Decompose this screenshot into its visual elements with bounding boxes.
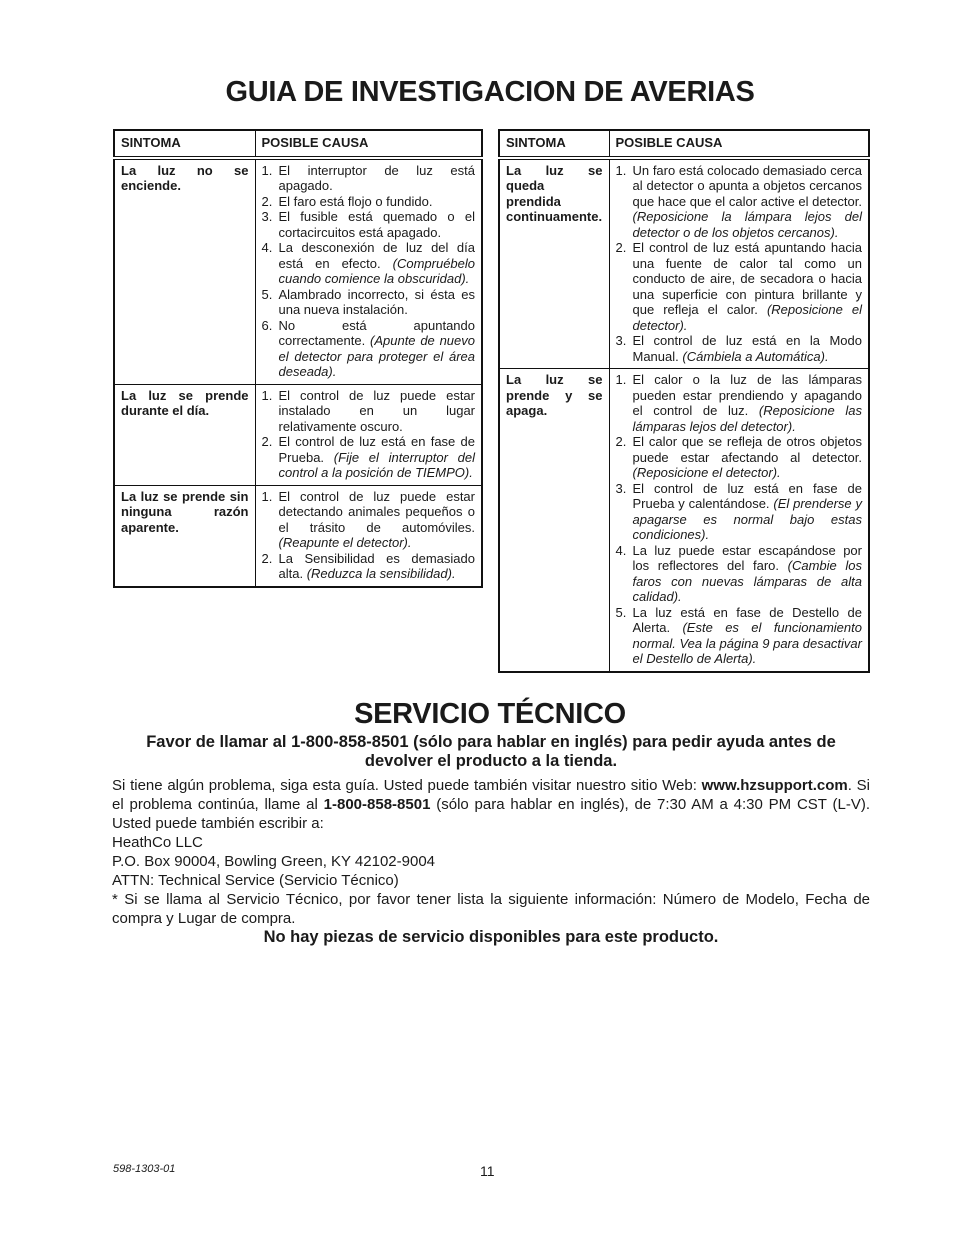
cause-item <box>616 163 863 241</box>
cause-text: La desconexión de luz del día está en efecto. <box>278 240 475 271</box>
cause-item <box>616 434 863 481</box>
cause-text: El faro está flojo o fundido. <box>278 193 433 209</box>
service-text: Si tiene algún problema, siga esta guía. Usted puede también visitar nuestro sitio Web: <box>112 777 702 794</box>
service-lead: Favor de llamar al 1-800-858-8501 (sólo para hablar en inglés) para pedir ayuda antes de devolver el producto a la tienda. <box>146 733 836 770</box>
cause-item <box>616 605 863 667</box>
cause-text: No está apuntando correctamente. <box>278 317 475 348</box>
troubleshooting-table-right <box>498 129 870 673</box>
table-row <box>114 485 482 587</box>
document-number: 598-1303-01 <box>113 1163 176 1175</box>
table-row <box>499 158 869 369</box>
table-row <box>114 158 482 385</box>
cause-remedy: (El prenderse y apagarse es normal bajo estas condiciones). <box>632 496 862 542</box>
cause-text: El interruptor de luz está apagado. <box>278 162 475 193</box>
cause-text: La luz está en fase de Destello de Alerta. <box>632 604 862 635</box>
service-paragraph <box>112 776 870 833</box>
symptom-cell: La luz se queda prendida continuamente. <box>506 162 603 224</box>
service-text: (sólo para hablar en inglés), de 7:30 AM a 4:30 PM CST (L-V). Usted puede también escribir a: <box>112 796 871 832</box>
page-title: GUIA DE INVESTIGACION DE AVERIAS <box>225 76 755 108</box>
symptom-header: SINTOMA <box>114 130 255 158</box>
symptom-cell: La luz se prende durante el día. <box>114 384 255 485</box>
cause-number: 5. <box>261 286 273 302</box>
cause-number: 3. <box>261 209 273 224</box>
cause-item <box>262 434 476 481</box>
cause-remedy: (Reduzca la sensibilidad). <box>306 566 456 581</box>
cause-item <box>262 388 476 435</box>
cause-text: El control de luz puede estar detectando animales pequeños o el trásito de automóviles. <box>278 488 475 535</box>
cause-header: POSIBLE CAUSA <box>609 130 869 158</box>
cause-remedy: (Cambie los faros con nuevas lámparas de alta calidad). <box>632 558 862 604</box>
cause-remedy: (Reposicione la lámpara lejos del detector o de los objetos cercanos). <box>632 209 862 240</box>
cause-number: 3. <box>615 480 627 496</box>
cause-remedy: (Reapunte el detector). <box>278 535 412 550</box>
symptom-header: SINTOMA <box>499 130 609 158</box>
cause-item <box>262 318 476 380</box>
cause-number: 1. <box>261 488 273 504</box>
cause-text: El fusible está quemado o el cortacircuitos está apagado. <box>278 209 475 240</box>
cause-list <box>616 372 863 667</box>
cause-number: 1. <box>615 162 627 178</box>
cause-item <box>262 489 476 551</box>
address-line: ATTN: Technical Service (Servicio Técnico) <box>112 872 399 889</box>
cause-remedy: (Compruébelo cuando comience la obscuridad). <box>278 255 475 286</box>
cause-list <box>262 163 476 380</box>
symptom-cell: La luz no se enciende. <box>121 162 249 193</box>
cause-number: 5. <box>615 604 627 620</box>
cause-list <box>616 163 863 365</box>
cause-item <box>616 372 863 434</box>
cause-number: 2. <box>615 434 627 449</box>
cause-remedy: (Reposicione el detector). <box>632 465 781 480</box>
cause-item <box>616 333 863 364</box>
cause-item <box>262 287 476 318</box>
cause-text: El calor que se refleja de otros objetos puede estar afectando al detector. <box>632 434 862 465</box>
cause-text: El control de luz está en fase de Prueba y calentándose. <box>632 480 862 511</box>
phone-number: 1-800-858-8501 <box>323 796 431 813</box>
cause-text: El control de luz está apuntando hacia una fuente de calor tal como un conducto de aire, de secadora o hacia una superficie con pintura brillante y que refleja el calor. <box>632 240 862 317</box>
address-line: P.O. Box 90004, Bowling Green, KY 42102-9004 <box>112 853 436 870</box>
cause-cell <box>255 485 482 587</box>
address-line: HeathCo LLC <box>112 834 203 851</box>
cause-item <box>262 163 476 194</box>
page-number: 11 <box>480 1163 495 1179</box>
cause-text: La Sensibilidad es demasiado alta. <box>278 550 475 581</box>
cause-cell <box>255 384 482 485</box>
cause-item <box>616 543 863 605</box>
cause-cell <box>609 369 869 672</box>
cause-number: 3. <box>615 333 627 348</box>
cause-text: El control de luz puede estar instalado en un lugar relativamente oscuro. <box>278 387 475 434</box>
service-text: . <box>847 777 852 794</box>
cause-text: El calor o la luz de las lámparas pueden estar prendiendo y apagando el control de luz. <box>632 372 862 418</box>
info-note: * Si se llama al Servicio Técnico, por favor tener lista la siguiente información: Número de Modelo, Fecha de compra y Lugar de compra. <box>112 891 870 927</box>
cause-item <box>262 209 476 240</box>
symptom-cell: La luz se prende sin ninguna razón aparente. <box>114 485 255 587</box>
cause-item <box>616 481 863 543</box>
service-title: SERVICIO TÉCNICO <box>354 698 626 730</box>
symptom-cell: La luz se prende y se apaga. <box>499 369 609 672</box>
cause-number: 1. <box>261 162 273 178</box>
cause-number: 2. <box>615 240 627 255</box>
cause-text: El control de luz está en la Modo Manual. <box>632 333 862 364</box>
cause-number: 2. <box>261 193 273 209</box>
cause-list <box>262 489 476 582</box>
cause-number: 1. <box>261 387 273 403</box>
cause-number: 2. <box>261 550 273 566</box>
service-body <box>112 776 870 928</box>
cause-remedy: (Este es el funcionamiento normal. Vea la página 9 para desactivar el Destello de Alerta). <box>632 620 862 666</box>
cause-number: 4. <box>615 542 627 558</box>
cause-number: 2. <box>261 434 273 449</box>
cause-remedy: (Fije el interruptor del control a la posición de TIEMPO). <box>278 449 475 480</box>
cause-remedy: (Apunte de nuevo el detector para proteger el área deseada). <box>278 333 475 379</box>
cause-cell <box>255 158 482 385</box>
cause-number: 6. <box>261 317 273 333</box>
cause-header: POSIBLE CAUSA <box>255 130 482 158</box>
cause-remedy: (Cámbiela a Automática). <box>682 348 829 364</box>
troubleshooting-table-left <box>113 129 483 588</box>
cause-list <box>262 388 476 481</box>
cause-number: 1. <box>615 372 627 387</box>
cause-item <box>262 551 476 582</box>
cause-number: 4. <box>261 240 273 255</box>
table-row <box>499 369 869 672</box>
cause-item <box>262 240 476 287</box>
cause-text: La luz puede estar escapándose por los reflectores del faro. <box>632 542 862 573</box>
cause-item <box>616 240 863 333</box>
website-link[interactable]: www.hzsupport.com <box>701 777 848 794</box>
cause-text: Alambrado incorrecto, si ésta es una nueva instalación. <box>278 286 475 317</box>
cause-text: Un faro está colocado demasiado cerca al detector o apunta a objetos cercanos que hace que el calor active el detector. <box>632 162 862 209</box>
table-row <box>114 384 482 485</box>
cause-remedy: (Reposicione el detector). <box>632 302 863 333</box>
cause-remedy: (Reposicione las lámparas lejos del detector). <box>632 403 862 434</box>
cause-item <box>262 194 476 210</box>
cause-cell <box>609 158 869 369</box>
service-text: Si el problema continúa, llame al <box>112 777 870 813</box>
cause-text: El control de luz está en fase de Prueba. <box>278 434 475 465</box>
parts-note: No hay piezas de servicio disponibles para este producto. <box>263 928 719 946</box>
